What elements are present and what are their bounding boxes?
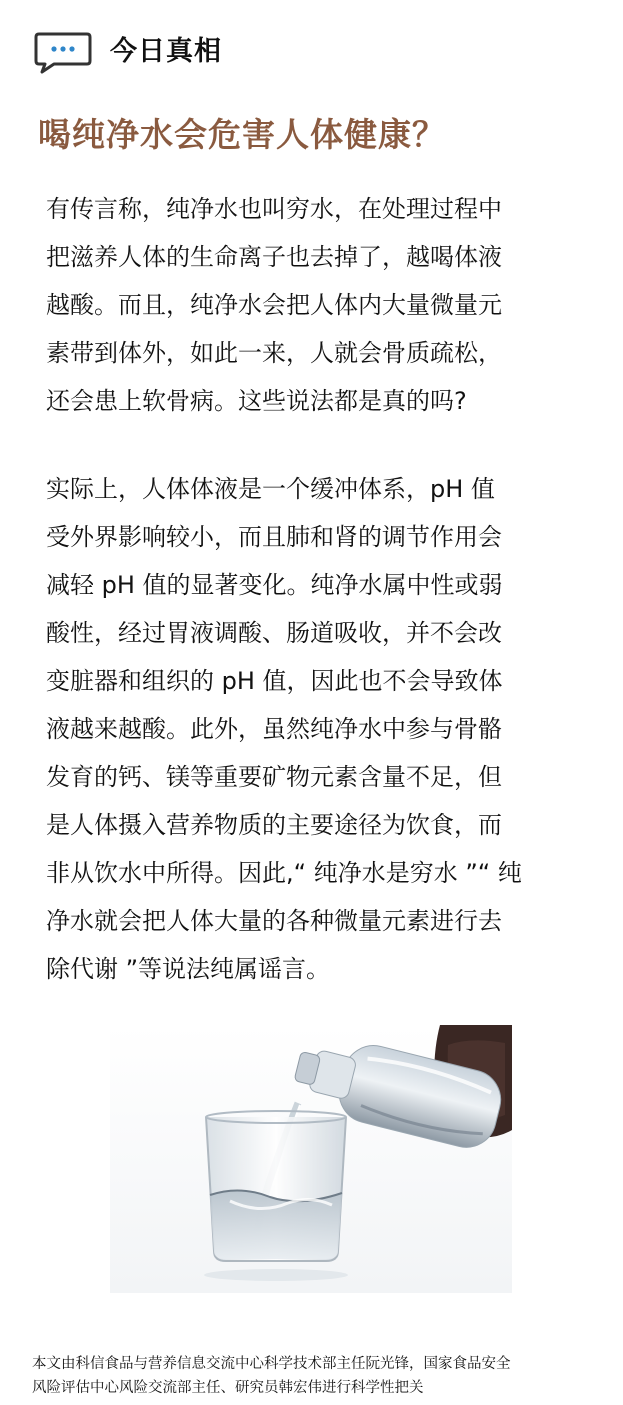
chat-bubble-icon [34,30,92,74]
paragraph-line: 酸性，经过胃液调酸、肠道吸收，并不会改 [46,619,502,647]
paragraph-line: 变脏器和组织的 pH 值，因此也不会导致体 [46,667,503,695]
water-pouring-photo [110,1025,512,1293]
section-title: 今日真相 [110,36,222,67]
paragraph-line: 净水就会把人体大量的各种微量元素进行去 [46,907,502,935]
paragraph-line: 除代谢 ”等说法纯属谣言。 [46,955,331,983]
footer-credit [32,1352,597,1400]
paragraph-line: 有传言称，纯净水也叫穷水，在处理过程中 [46,195,502,223]
article-headline: 喝纯净水会危害人体健康？ [38,115,446,154]
paragraph-line: 发育的钙、镁等重要矿物元素含量不足，但 [46,763,502,791]
paragraph-line: 把滋养人体的生命离子也去掉了，越喝体液 [46,243,502,271]
article-paragraph-2 [46,465,586,993]
paragraph-line: 素带到体外，如此一来，人就会骨质疏松， [46,339,502,367]
footer-line: 风险评估中心风险交流部主任、研究员韩宏伟进行科学性把关 [32,1380,424,1396]
paragraph-line: 越酸。而且，纯净水会把人体内大量微量元 [46,291,502,319]
article-paragraph-1 [46,185,586,425]
header [0,0,623,100]
paragraph-line: 非从饮水中所得。因此,“ 纯净水是穷水 ”“ 纯 [46,859,522,887]
paragraph-line: 实际上，人体体液是一个缓冲体系，pH 值 [46,475,495,503]
paragraph-line: 减轻 pH 值的显著变化。纯净水属中性或弱 [46,571,503,599]
paragraph-line: 液越来越酸。此外，虽然纯净水中参与骨骼 [46,715,502,743]
paragraph-line: 是人体摄入营养物质的主要途径为饮食，而 [46,811,502,839]
footer-line: 本文由科信食品与营养信息交流中心科学技术部主任阮光锋，国家食品安全 [32,1356,511,1372]
paragraph-line: 还会患上软骨病。这些说法都是真的吗? [46,387,467,415]
paragraph-line: 受外界影响较小，而且肺和肾的调节作用会 [46,523,502,551]
